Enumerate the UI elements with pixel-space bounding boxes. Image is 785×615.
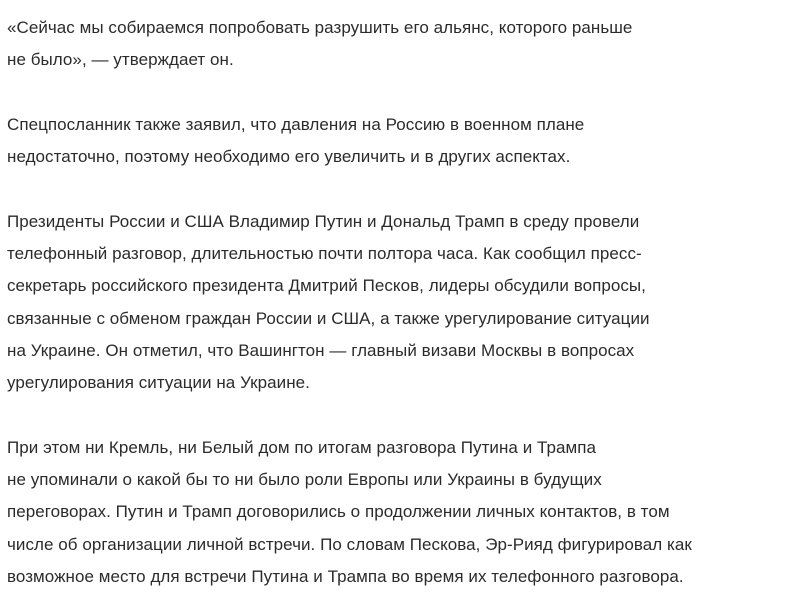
text-line: «Сейчас мы собираемся попробовать разрушить его альянс, которого раньше: [7, 18, 633, 37]
text-line: секретарь российского президента Дмитрий Песков, лидеры обсудили вопросы,: [7, 276, 646, 296]
text-line: не было», — утверждает он.: [7, 50, 234, 70]
text-line: телефонный разговор, длительностью почти полтора часа. Как сообщил пресс-: [7, 244, 642, 264]
paragraph-3: [7, 206, 781, 400]
paragraph-2: [7, 109, 781, 174]
text-line: Спецпосланник также заявил, что давления на Россию в военном плане: [7, 114, 585, 134]
text-line: связанные с обменом граждан России и США, а также урегулирование ситуации: [7, 308, 650, 328]
text-line: не упоминали о какой бы то ни было роли Европы или Украины в будущих: [7, 470, 602, 490]
text-line: недостаточно, поэтому необходимо его увеличить и в других аспектах.: [7, 147, 571, 167]
article-body: [7, 12, 781, 593]
paragraph-4: [7, 432, 781, 593]
text-line: переговорах. Путин и Трамп договорились о продолжении личных контактов, в том: [7, 502, 670, 522]
text-line: возможное место для встречи Путина и Трампа во время их телефонного разговора.: [7, 567, 684, 587]
text-line: При этом ни Кремль, ни Белый дом по итогам разговора Путина и Трампа: [7, 437, 596, 457]
text-line: Президенты России и США Владимир Путин и Дональд Трамп в среду провели: [7, 211, 640, 231]
text-line: числе об организации личной встречи. По словам Пескова, Эр-Рияд фигурировал как: [7, 534, 692, 554]
paragraph-1: [7, 12, 781, 77]
text-line: на Украине. Он отметил, что Вашингтон — главный визави Москвы в вопросах: [7, 340, 635, 360]
text-line: урегулирования ситуации на Украине.: [7, 373, 310, 393]
